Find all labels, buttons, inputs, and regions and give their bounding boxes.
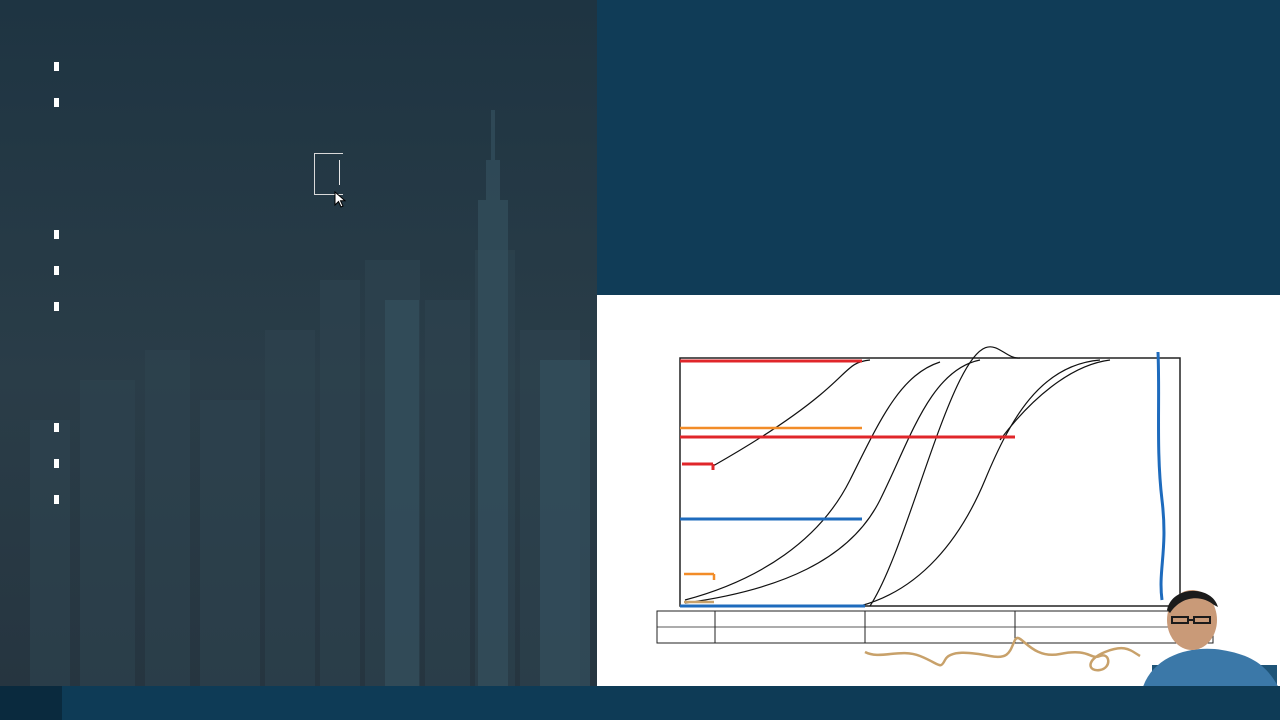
soil-f-sand-line	[48, 259, 59, 280]
logo-badge	[0, 686, 62, 720]
result-placeholder	[54, 98, 59, 107]
curve-g	[685, 362, 940, 600]
soil-f-gravel-line	[48, 223, 59, 244]
soil-f-silt-line	[48, 295, 59, 316]
blue-line-63mm	[1158, 352, 1164, 600]
curve-extra-2	[1000, 360, 1110, 440]
problem-panel	[597, 0, 1280, 295]
curve-h	[713, 360, 870, 466]
mouse-pointer-icon	[334, 191, 346, 209]
soil-g-gravel-line	[48, 416, 59, 437]
presenter-webcam	[1122, 585, 1280, 686]
soil-e-gravel-line	[48, 55, 59, 76]
footer-bar	[0, 686, 1280, 720]
particle-size-chart	[597, 295, 1280, 686]
text-caret	[339, 160, 340, 185]
question-a	[614, 90, 645, 109]
result-placeholder	[54, 302, 59, 311]
result-placeholder	[54, 423, 59, 432]
question-c	[614, 150, 645, 169]
curve-f	[685, 360, 980, 603]
soil-g-silt-line	[48, 488, 59, 509]
result-placeholder	[54, 459, 59, 468]
result-placeholder	[54, 230, 59, 239]
soil-e-sand-line	[48, 91, 59, 112]
city-skyline-background	[0, 0, 597, 686]
result-placeholder	[54, 266, 59, 275]
result-placeholder	[54, 495, 59, 504]
question-b	[614, 120, 645, 139]
soil-g-sand-line	[48, 452, 59, 473]
result-placeholder	[54, 62, 59, 71]
curve-extra	[870, 347, 1020, 606]
solution-panel	[0, 0, 597, 686]
